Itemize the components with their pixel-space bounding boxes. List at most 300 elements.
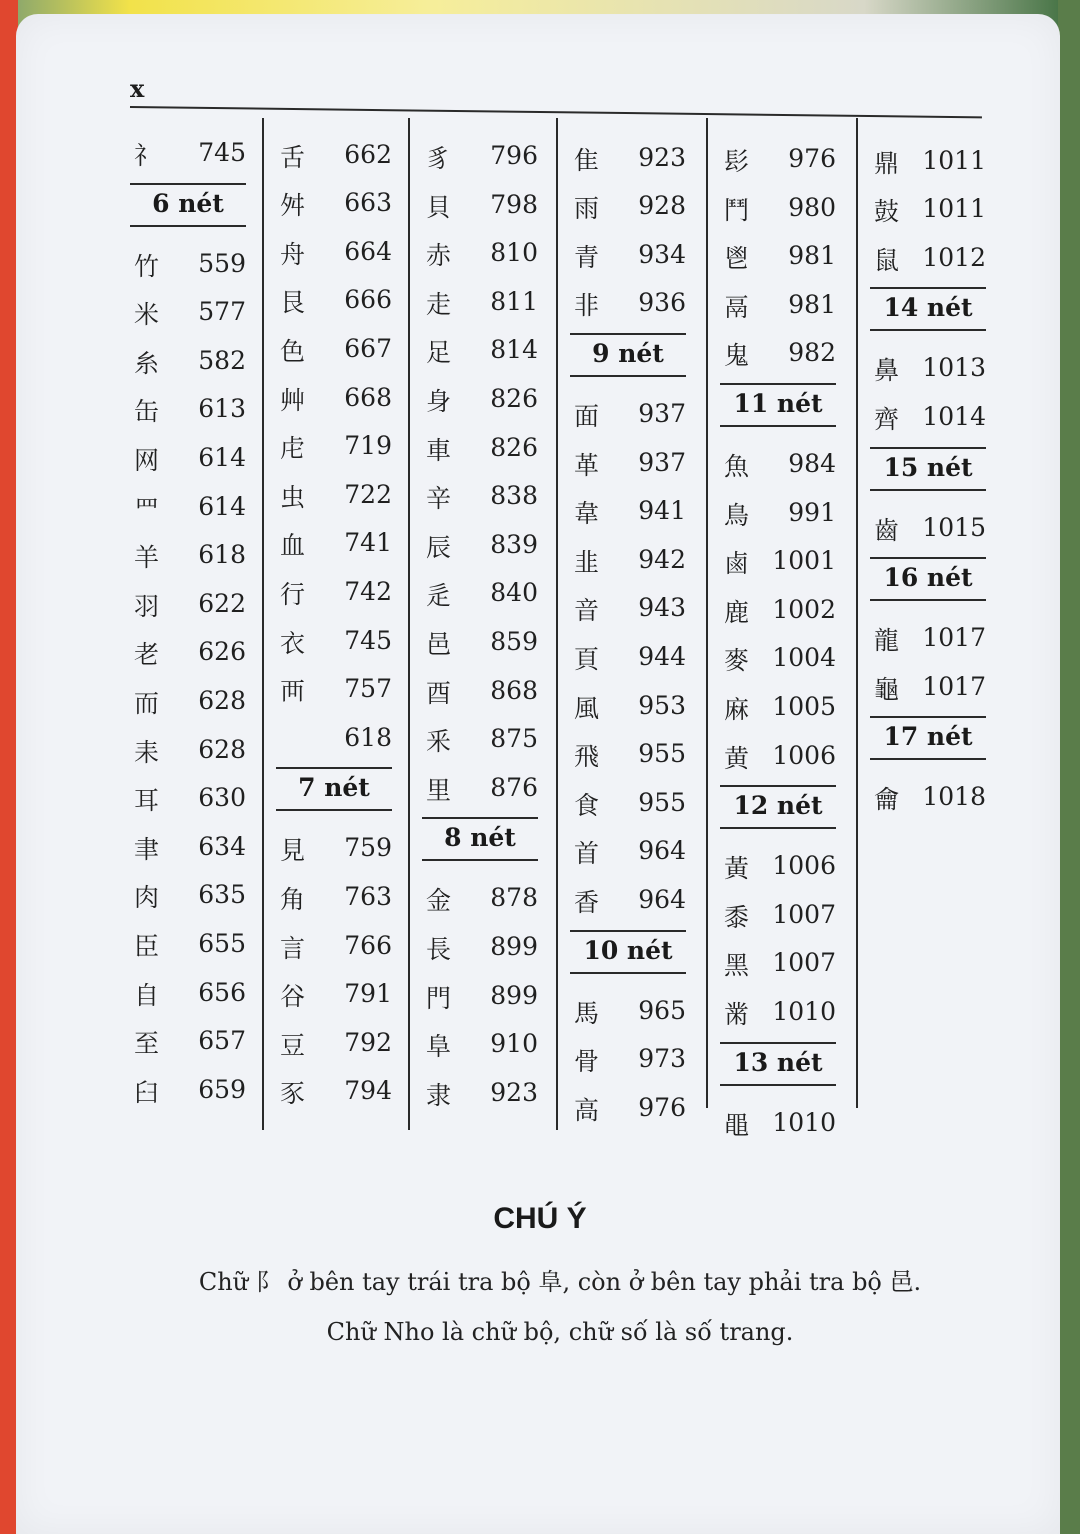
radical-character: 香: [574, 887, 600, 917]
radical-character: 黃: [724, 854, 750, 884]
index-entry: [720, 185, 840, 233]
page-reference: 655: [198, 929, 246, 958]
index-entry: [570, 988, 690, 1036]
radical-character: 鬼: [724, 341, 750, 371]
radical-character: 豆: [280, 1030, 306, 1060]
page-reference: 826: [490, 384, 538, 413]
radical-character: 虍: [280, 434, 306, 464]
index-entry: [276, 666, 396, 714]
radical-character: 舛: [280, 191, 306, 221]
index-entry: [422, 973, 542, 1021]
index-entry: [570, 634, 690, 682]
page-reference: 745: [344, 625, 392, 655]
page-reference: 955: [638, 787, 686, 817]
radical-character: 貝: [426, 192, 452, 222]
page-reference: 794: [344, 1076, 392, 1106]
index-entry: [422, 522, 542, 570]
index-entry: [720, 733, 840, 781]
page-reference: 745: [198, 138, 246, 167]
heading-rule: [422, 859, 538, 861]
radical-character: 缶: [134, 397, 160, 427]
heading-rule: [276, 767, 392, 769]
radical-character: 艸: [280, 385, 306, 415]
page-reference: 984: [788, 449, 836, 478]
page-reference: 811: [490, 286, 538, 316]
radical-character: 网: [134, 446, 160, 475]
radical-character: 襾: [280, 677, 306, 707]
page-reference: 1017: [922, 623, 986, 653]
radical-character: 礻: [134, 141, 160, 170]
heading-rule: [570, 375, 686, 377]
heading-label: 10 nét: [583, 935, 673, 965]
page-reference: 763: [344, 881, 392, 911]
radical-character: 鬥: [724, 195, 750, 225]
page-reference: 635: [198, 880, 246, 910]
heading-rule: [570, 333, 686, 335]
radical-character: 衣: [280, 628, 306, 658]
index-entry: [570, 1085, 690, 1133]
page-reference: 663: [344, 188, 392, 218]
page-reference: 1004: [772, 643, 836, 673]
radical-character: 臼: [134, 1077, 160, 1107]
page-reference: 662: [344, 139, 392, 169]
page-reference: 826: [490, 432, 538, 462]
column-divider: [556, 118, 558, 1130]
index-entry: [870, 394, 990, 442]
index-entry: [276, 569, 396, 617]
radical-character: 鬲: [724, 292, 750, 322]
index-entry: [720, 538, 840, 586]
index-entry: [276, 423, 396, 471]
heading-label: 12 nét: [733, 791, 823, 821]
radical-character: 齊: [874, 404, 900, 434]
index-entry: [870, 615, 990, 663]
stroke-count-heading: [870, 445, 986, 493]
page-reference: 838: [490, 481, 538, 511]
index-entry: [130, 727, 250, 775]
index-entry: [570, 537, 690, 585]
page-reference: 613: [198, 394, 246, 424]
radical-character: 耳: [134, 786, 160, 816]
index-entry: [720, 684, 840, 732]
page-reference: 928: [638, 191, 686, 221]
radical-character: 行: [280, 579, 306, 609]
page-reference: 618: [198, 540, 246, 570]
page-reference: 953: [638, 690, 686, 720]
radical-character: 金: [426, 886, 452, 916]
heading-label: 17 nét: [883, 722, 973, 752]
radical-character: 車: [426, 435, 452, 465]
page-reference: 840: [490, 578, 538, 608]
radical-character: 罒: [134, 494, 160, 524]
page-reference: 626: [198, 637, 246, 667]
index-entry: [130, 824, 250, 872]
page-reference: 1010: [772, 1107, 836, 1137]
page-reference: 618: [344, 722, 392, 752]
index-entry: [130, 435, 250, 483]
stroke-count-heading: [570, 331, 686, 379]
index-entry: [720, 1100, 840, 1148]
index-entry: [570, 828, 690, 876]
page-reference: 976: [788, 144, 836, 173]
page-reference: 923: [638, 142, 686, 172]
page-reference: 722: [344, 479, 392, 509]
index-entry: [870, 774, 990, 822]
index-entry: [130, 289, 250, 337]
index-entry: [130, 629, 250, 677]
index-entry: [570, 135, 690, 183]
index-entry: [422, 327, 542, 375]
page-reference: 614: [198, 491, 246, 521]
page-reference: 559: [198, 248, 246, 278]
index-entry: [130, 484, 250, 532]
radical-character: 鼓: [874, 197, 900, 227]
page-reference: 1006: [772, 851, 836, 881]
index-entry: [276, 1068, 396, 1116]
radical-character: 鼠: [874, 245, 900, 275]
radical-character: 阜: [426, 1032, 452, 1062]
page-reference: 859: [490, 627, 538, 656]
radical-character: 門: [426, 983, 452, 1013]
index-entry: [720, 843, 840, 891]
heading-rule: [720, 383, 836, 385]
index-entry: [422, 1070, 542, 1118]
index-entry: [422, 668, 542, 716]
radical-character: 隹: [574, 145, 600, 175]
column-divider: [706, 118, 708, 1108]
heading-rule: [720, 425, 836, 427]
index-entry: [570, 585, 690, 633]
stroke-count-heading: [870, 285, 986, 333]
radical-character: 而: [134, 689, 160, 718]
page-reference: 796: [490, 141, 538, 170]
radical-character: 龜: [874, 674, 900, 704]
page-reference: 1013: [922, 353, 986, 383]
note-title: CHÚ Ý: [493, 1202, 587, 1235]
page-reference: 664: [344, 236, 392, 266]
index-entry: [276, 132, 396, 180]
page-reference: 1014: [922, 401, 986, 431]
page-reference: 937: [638, 447, 686, 477]
radical-character: 飛: [574, 742, 600, 772]
page-reference: 973: [638, 1044, 686, 1074]
radical-character: 龠: [874, 785, 900, 815]
heading-rule: [130, 183, 246, 185]
page-reference: 875: [490, 724, 538, 754]
page-reference: 955: [638, 739, 686, 769]
radical-character: 羊: [134, 543, 160, 573]
page-number: x: [130, 74, 145, 103]
radical-character: 言: [280, 933, 306, 963]
radical-character: 鳥: [724, 500, 750, 530]
index-entry: [570, 391, 690, 439]
heading-rule: [422, 817, 538, 819]
heading-rule: [870, 557, 986, 559]
radical-character: 馬: [574, 998, 600, 1028]
page-reference: 923: [490, 1077, 538, 1107]
heading-rule: [870, 716, 986, 718]
radical-character: 足: [426, 338, 452, 368]
index-entry: [422, 473, 542, 521]
heading-label: 14 nét: [883, 293, 973, 323]
index-entry: [130, 241, 250, 289]
index-entry: [130, 678, 250, 726]
index-entry: [276, 618, 396, 666]
index-entry: [570, 877, 690, 925]
page-reference: 1005: [772, 692, 836, 721]
page-reference: 899: [490, 932, 538, 961]
page-reference: 614: [198, 443, 246, 472]
radical-character: 鹵: [724, 549, 750, 579]
heading-rule: [720, 1084, 836, 1086]
page-reference: 878: [490, 883, 538, 913]
index-entry: [276, 874, 396, 922]
radical-character: 風: [574, 693, 600, 723]
radical-character: 首: [574, 839, 600, 869]
heading-label: 6 nét: [152, 188, 224, 218]
radical-character: 糸: [134, 348, 160, 378]
radical-character: 舌: [280, 142, 306, 172]
radical-character: 黍: [724, 902, 750, 932]
radical-character: 革: [574, 450, 600, 480]
page-reference: 1002: [772, 594, 836, 624]
index-entry: [422, 765, 542, 813]
page-reference: 1010: [772, 997, 836, 1026]
radical-character: 麻: [724, 695, 750, 724]
radical-character: 非: [574, 291, 600, 321]
heading-rule: [276, 809, 392, 811]
heading-rule: [870, 329, 986, 331]
page-reference: 964: [638, 884, 686, 914]
page-reference: 868: [490, 675, 538, 705]
index-entry: [276, 1020, 396, 1068]
page-reference: 1011: [922, 145, 986, 175]
radical-character: 黄: [724, 743, 750, 773]
page-reference: 1018: [922, 782, 986, 812]
column-divider: [262, 118, 264, 1130]
page-reference: 742: [344, 576, 392, 606]
index-entry: [130, 775, 250, 823]
index-entry: [570, 683, 690, 731]
heading-rule: [130, 225, 246, 227]
index-entry: [276, 229, 396, 277]
heading-label: 9 nét: [592, 338, 664, 368]
heading-label: 16 nét: [883, 563, 973, 593]
radical-character: 韋: [574, 499, 600, 529]
heading-label: 11 nét: [733, 389, 823, 418]
page-reference: 1017: [922, 671, 986, 701]
radical-character: 艮: [280, 288, 306, 318]
radical-character: 酉: [426, 678, 452, 708]
index-entry: [570, 232, 690, 280]
index-entry: [422, 875, 542, 923]
heading-rule: [570, 930, 686, 932]
radical-character: 雨: [574, 194, 600, 224]
page-reference: 798: [490, 189, 538, 219]
page-reference: 1012: [922, 242, 986, 272]
page-reference: 965: [638, 995, 686, 1025]
index-entry: [570, 780, 690, 828]
stroke-count-heading: [870, 714, 986, 762]
radical-character: 頁: [574, 644, 600, 674]
radical-character: 長: [426, 935, 452, 964]
radical-character: 黽: [724, 1110, 750, 1140]
background-right-edge: [1058, 0, 1080, 1534]
radical-character: 血: [280, 531, 306, 561]
page-reference: 719: [344, 431, 392, 461]
page-reference: 582: [198, 345, 246, 375]
page-reference: 757: [344, 674, 392, 704]
radical-character: 麥: [724, 646, 750, 676]
index-entry: [422, 570, 542, 618]
radical-character: 釆: [426, 727, 452, 757]
page-reference: 876: [490, 772, 538, 802]
stroke-count-heading: [720, 1040, 836, 1088]
index-entry: [276, 923, 396, 971]
page-reference: 1011: [922, 194, 986, 224]
page-reference: 1007: [772, 899, 836, 929]
radical-character: 至: [134, 1029, 160, 1059]
radical-character: 面: [574, 401, 600, 431]
index-entry: [276, 326, 396, 374]
index-entry: [422, 376, 542, 424]
index-entry: [130, 581, 250, 629]
radical-character: 角: [280, 884, 306, 914]
heading-rule: [870, 287, 986, 289]
index-entry: [570, 731, 690, 779]
index-entry: [870, 664, 990, 712]
index-entry: [422, 133, 542, 181]
page-reference: 666: [344, 285, 392, 315]
index-entry: [422, 230, 542, 278]
radical-character: 韭: [574, 547, 600, 577]
page-reference: 741: [344, 528, 392, 558]
index-entry: [130, 338, 250, 386]
index-entry: [276, 277, 396, 325]
radical-character: 魚: [724, 452, 750, 481]
index-entry: [276, 825, 396, 873]
index-entry: [570, 1036, 690, 1084]
radical-character: 舟: [280, 239, 306, 269]
column-divider: [856, 118, 858, 1108]
page-reference: 659: [198, 1074, 246, 1104]
note-line-2: Chữ Nho là chữ bộ, chữ số là số trang.: [326, 1318, 794, 1346]
index-entry: [422, 425, 542, 473]
page-reference: 630: [198, 783, 246, 813]
radical-character: 走: [426, 289, 452, 319]
index-entry: [570, 488, 690, 536]
radical-character: 邑: [426, 630, 452, 659]
page-reference: 628: [198, 686, 246, 715]
index-entry: [570, 280, 690, 328]
page-reference: 759: [344, 833, 392, 863]
page-reference: 577: [198, 297, 246, 327]
index-entry: [720, 587, 840, 635]
stroke-count-heading: [422, 815, 538, 863]
index-entry: [570, 440, 690, 488]
stroke-count-heading: [870, 555, 986, 603]
column-divider: [408, 118, 410, 1130]
radical-character: 見: [280, 836, 306, 866]
page-reference: 910: [490, 1029, 538, 1059]
page-reference: 976: [638, 1092, 686, 1122]
heading-rule: [720, 827, 836, 829]
radical-character: 音: [574, 596, 600, 626]
radical-character: 辛: [426, 484, 452, 514]
radical-character: 色: [280, 336, 306, 366]
index-entry: [130, 1018, 250, 1066]
index-entry: [870, 345, 990, 393]
stroke-count-heading: [130, 181, 246, 229]
page-reference: 941: [638, 496, 686, 526]
index-entry: [276, 971, 396, 1019]
note-line-1: Chữ 阝 ở bên tay trái tra bộ 阜, còn ở bên tay phải tra bộ 邑.: [198, 1268, 922, 1296]
index-entry: [870, 505, 990, 553]
index-entry: [870, 138, 990, 186]
page-reference: 628: [198, 734, 246, 764]
radical-character: 辵: [426, 581, 452, 611]
heading-label: 8 nét: [444, 823, 516, 853]
heading-label: 15 nét: [883, 452, 973, 482]
index-entry: [422, 924, 542, 972]
index-entry: [720, 989, 840, 1037]
index-entry: [720, 330, 840, 378]
radical-character: 羽: [134, 591, 160, 621]
radical-character: 龍: [874, 626, 900, 656]
page-reference: 622: [198, 588, 246, 618]
index-entry: [720, 136, 840, 184]
radical-character: 自: [134, 980, 160, 1010]
page-reference: 839: [490, 529, 538, 559]
radical-character: 臣: [134, 932, 160, 961]
radical-character: 米: [134, 300, 160, 330]
index-entry: [870, 235, 990, 283]
page-reference: 991: [788, 497, 836, 527]
heading-rule: [720, 1042, 836, 1044]
index-entry: [130, 130, 250, 178]
page-reference: 1015: [922, 512, 986, 542]
radical-character: 隶: [426, 1080, 452, 1110]
radical-character: 鼎: [874, 148, 900, 178]
heading-label: 7 nét: [298, 773, 370, 803]
page-reference: 1006: [772, 740, 836, 770]
page-reference: 791: [344, 979, 392, 1009]
radical-character: 食: [574, 790, 600, 820]
page-reference: 944: [638, 641, 686, 671]
index-entry: [570, 183, 690, 231]
radical-character: 谷: [280, 982, 306, 1012]
radical-character: 鼻: [874, 356, 900, 386]
radical-character: 老: [134, 640, 160, 670]
radical-character: 鹿: [724, 597, 750, 627]
page-reference: 667: [344, 333, 392, 363]
radical-character: 辰: [426, 532, 452, 562]
index-entry: [720, 490, 840, 538]
heading-rule: [870, 599, 986, 601]
radical-character: 齒: [874, 515, 900, 545]
stroke-count-heading: [720, 783, 836, 831]
stroke-count-heading: [570, 928, 686, 976]
heading-rule: [870, 489, 986, 491]
index-entry: [422, 716, 542, 764]
page-reference: 1001: [772, 546, 836, 576]
heading-rule: [870, 447, 986, 449]
page-reference: 766: [344, 930, 392, 960]
page-reference: 937: [638, 398, 686, 428]
page-reference: 814: [490, 335, 538, 365]
index-entry: [130, 970, 250, 1018]
page-reference: 942: [638, 544, 686, 574]
